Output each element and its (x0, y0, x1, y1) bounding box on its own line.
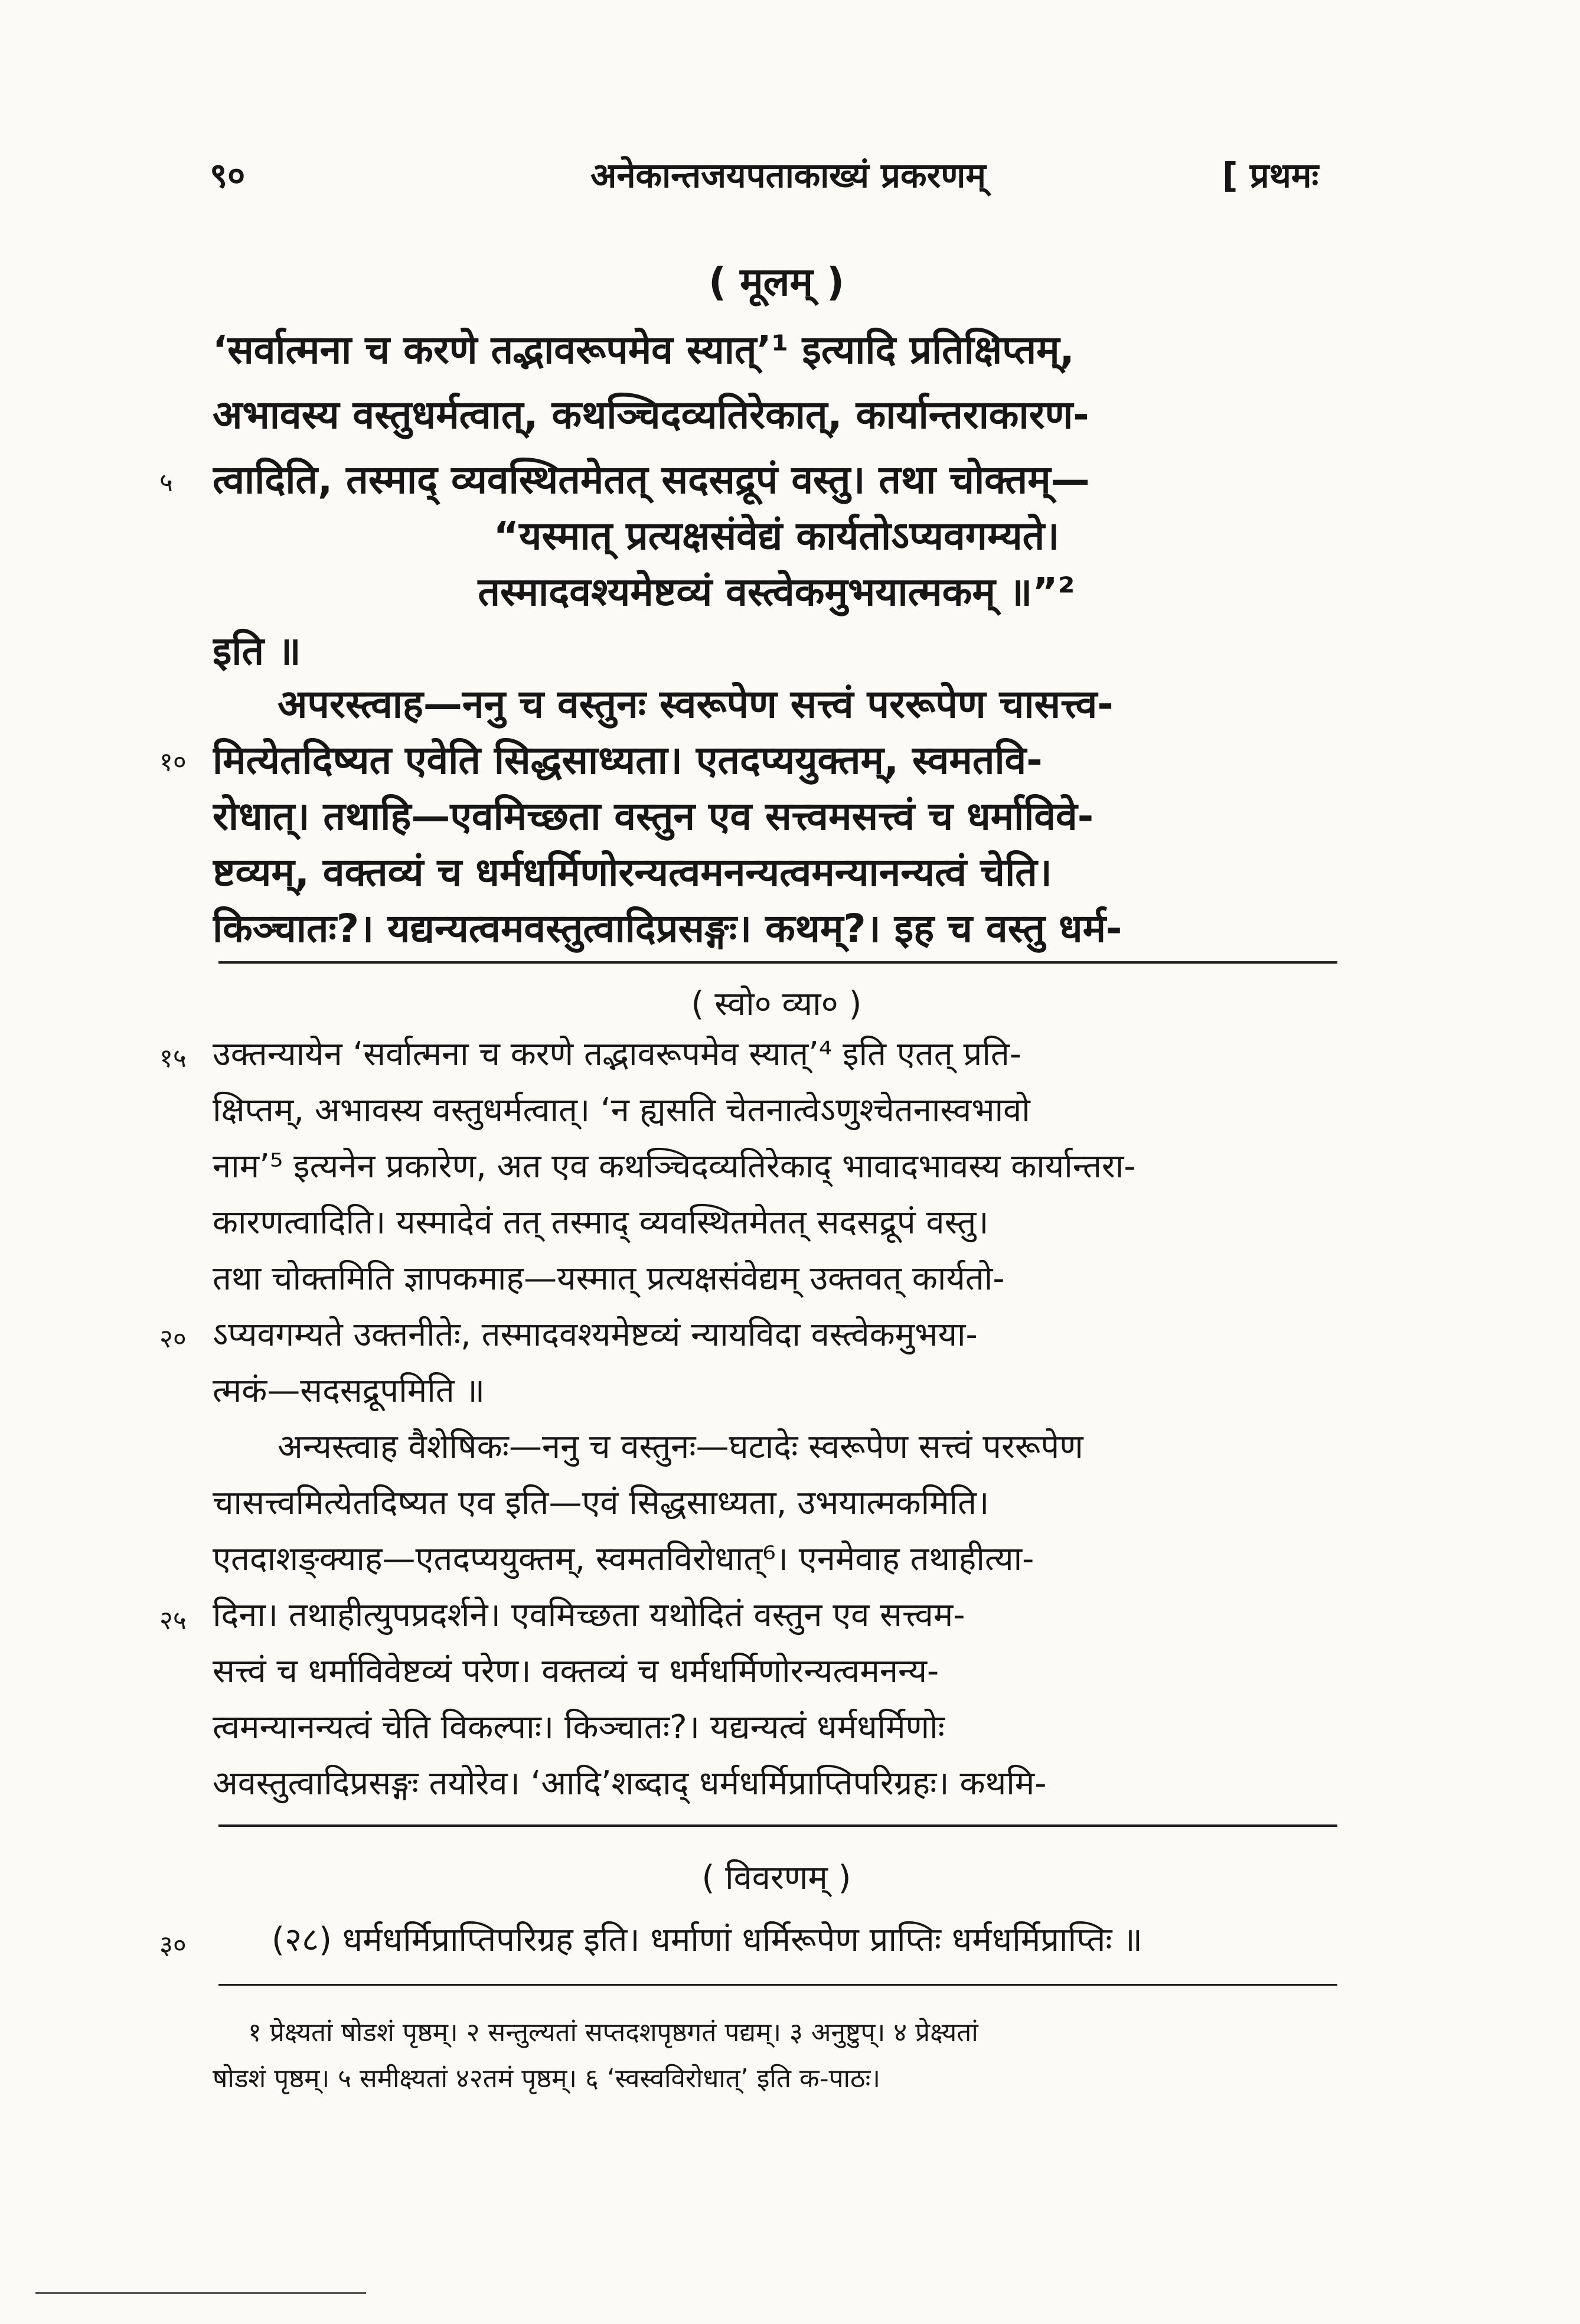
footnote-line: षोडशं पृष्ठम्। ५ समीक्ष्यतां ४२तमं पृष्ठम्। ६ ‘स्वस्वविरोधात्’ इति क-पाठः। (213, 2064, 881, 2094)
mula-line: रोधात्। तथाहि—एवमिच्छता वस्तुन एव सत्त्वमसत्त्वं च धर्माविवे- (213, 794, 1094, 839)
commentary-line: उक्तन्यायेन ‘सर्वात्मना च करणे तद्भावरूपमेव स्यात्’⁴ इति एतत् प्रति- (213, 1035, 1022, 1073)
mula-line: ‘सर्वात्मना च करणे तद्भावरूपमेव स्यात्’¹ इत्यादि प्रतिक्षिप्तम्, (213, 327, 1075, 373)
vivarana-heading: ( विवरणम् ) (701, 1859, 851, 1897)
line-number: १५ (159, 1043, 187, 1073)
commentary-heading: ( स्वो० व्या० ) (691, 985, 862, 1023)
mula-verse-line: तस्मादवश्यमेष्टव्यं वस्त्वेकमुभयात्मकम् ॥”² (478, 569, 1075, 615)
mula-line: इति ॥ (213, 628, 301, 674)
mula-line: अपरस्त्वाह—ननु च वस्तुनः स्वरूपेण सत्त्वं पररूपेण चासत्त्व- (278, 681, 1114, 727)
mula-line: मित्येतदिष्यत एवेति सिद्धसाध्यता। एतदप्ययुक्तम्, स्वमतवि- (213, 737, 1043, 783)
line-number: १० (159, 747, 187, 777)
commentary-line: ऽप्यवगम्यते उक्तनीतेः, तस्मादवश्यमेष्टव्यं न्यायविदा वस्त्वेकमुभया- (213, 1316, 978, 1354)
mula-line: किञ्चातः?। यद्यन्यत्वमवस्तुत्वादिप्रसङ्गः। कथम्?। इह च वस्तु धर्म- (213, 906, 1122, 951)
commentary-line: एतदाशङ्क्याह—एतदप्ययुक्तम्, स्वमतविरोधात्⁶। एनमेवाह तथाहीत्या- (213, 1540, 1034, 1578)
line-number: २५ (159, 1605, 187, 1636)
chapter-marker: [ प्रथमः (1222, 155, 1319, 195)
mula-verse-line: “यस्मात् प्रत्यक्षसंवेद्यं कार्यतोऽप्यवगम्यते। (493, 513, 1060, 559)
commentary-line: क्षिप्तम्, अभावस्य वस्तुधर्मत्वात्। ‘न ह्यसति चेतनात्वेऽणुश्चेतनास्वभावो (213, 1091, 1030, 1130)
page-number: ९० (210, 155, 246, 195)
commentary-line: त्वमन्यानन्यत्वं चेति विकल्पाः। किञ्चातः?। यद्यन्यत्वं धर्मधर्मिणोः (213, 1708, 945, 1747)
mula-line: ष्टव्यम्, वक्तव्यं च धर्मधर्मिणोरन्यत्वमनन्यत्वमन्यानन्यत्वं चेति। (213, 850, 1052, 895)
section-divider (218, 1824, 1337, 1827)
mula-heading: ( मूलम् ) (709, 259, 844, 305)
commentary-line: त्मकं—सदसद्रूपमिति ॥ (213, 1372, 485, 1410)
commentary-line: अवस्तुत्वादिप्रसङ्गः तयोरेव। ‘आदि’शब्दाद् धर्मधर्मिप्राप्तिपरिग्रहः। कथमि- (213, 1764, 1047, 1803)
vivarana-line: (२८) धर्मधर्मिप्राप्तिपरिग्रह इति। धर्माणां धर्मिरूपेण प्राप्तिः धर्मधर्मिप्राप्तिः ॥ (272, 1921, 1142, 1959)
commentary-line: कारणत्वादिति। यस्मादेवं तत् तस्माद् व्यवस्थितमेतत् सदसद्रूपं वस्तु। (213, 1203, 989, 1242)
mula-line: त्वादिति, तस्माद् व्यवस्थितमेतत् सदसद्रूपं वस्तु। तथा चोक्तम्— (213, 457, 1090, 502)
line-number: २० (159, 1324, 187, 1354)
commentary-line: तथा चोक्तमिति ज्ञापकमाह—यस्मात् प्रत्यक्षसंवेद्यम् उक्तवत् कार्यतो- (213, 1259, 1005, 1298)
footnote-divider (218, 1984, 1337, 1986)
commentary-line: नाम’⁵ इत्यनेन प्रकारेण, अत एव कथञ्चिदव्यतिरेकाद् भावादभावस्य कार्यान्तरा- (213, 1147, 1136, 1186)
commentary-line: अन्यस्त्वाह वैशेषिकः—ननु च वस्तुनः—घटादेः स्वरूपेण सत्त्वं पररूपेण (278, 1428, 1083, 1466)
line-number: ५ (159, 468, 173, 498)
mula-line: अभावस्य वस्तुधर्मत्वात्, कथञ्चिदव्यतिरेकात्, कार्यान्तराकारण- (213, 392, 1089, 438)
section-divider (218, 961, 1337, 964)
line-number: ३० (159, 1930, 187, 1960)
commentary-line: दिना। तथाहीत्युपप्रदर्शने। एवमिच्छता यथोदितं वस्तुन एव सत्त्वम- (213, 1596, 965, 1634)
running-title: अनेकान्तजयपताकाख्यं प्रकरणम् (590, 155, 986, 195)
footnote-line: १ प्रेक्ष्यतां षोडशं पृष्ठम्। २ सन्तुल्यतां सप्तदशपृष्ठगतं पद्यम्। ३ अनुष्टुप्। ४ प्रेक्ष्यतां (248, 2018, 978, 2048)
scan-edge-line (35, 2292, 366, 2294)
commentary-line: चासत्त्वमित्येतदिष्यत एव इति—एवं सिद्धसाध्यता, उभयात्मकमिति। (213, 1484, 990, 1522)
commentary-line: सत्त्वं च धर्माविवेष्टव्यं परेण। वक्तव्यं च धर्मधर्मिणोरन्यत्वमनन्य- (213, 1652, 939, 1690)
